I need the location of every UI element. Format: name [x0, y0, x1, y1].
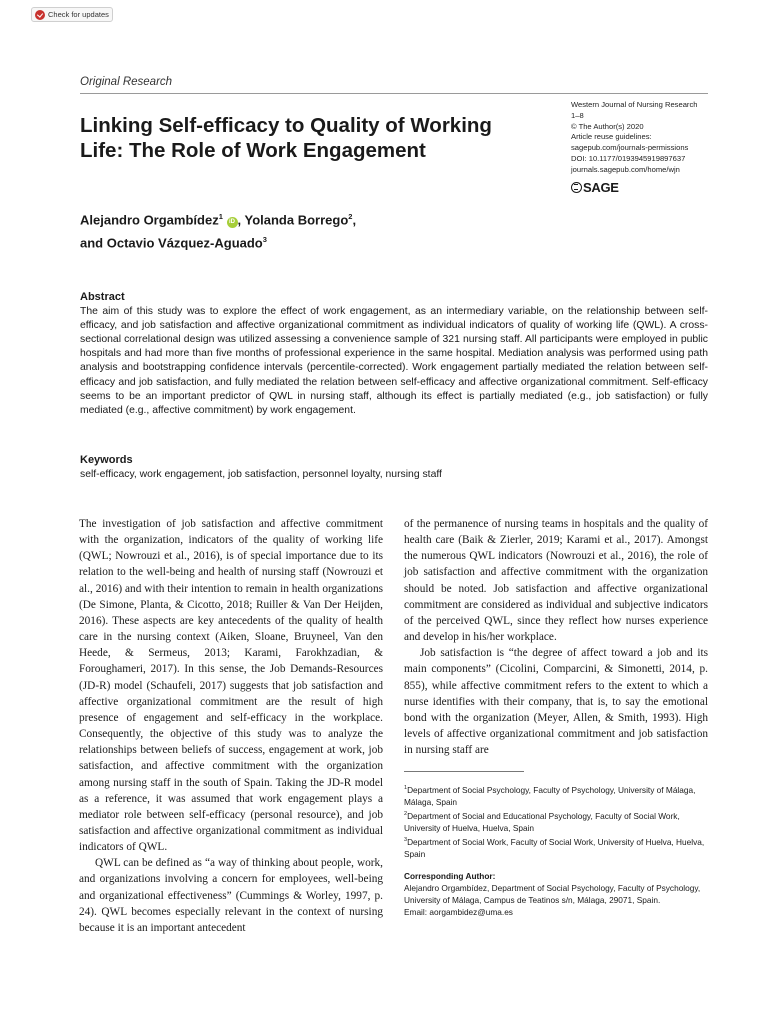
article-type-label: Original Research: [80, 76, 173, 88]
affiliation-sup: 1: [404, 785, 408, 791]
body-paragraph: of the permanence of nursing teams in hospitals and the quality of health care (Baik & Zierler, 2019; Karami et al., 2017). Amongst the numerous QWL indicators (Nowrouzi et al., 2016), the role of job satisfaction and affective commitment with the organization should be noted. Job satisfaction and affective organizational commitment are considered as individual and subjective indicators of the perceived QWL, since they reflect how nurses experience and develop in his/her workplace.: [404, 518, 708, 644]
affiliation-text: Department of Social and Educational Psychology, Faculty of Social Work, University of Huelva, Huelva, Spain: [404, 810, 680, 833]
corresponding-author-email[interactable]: Email: aorgambidez@uma.es: [404, 907, 513, 918]
body-paragraph: Job satisfaction is “the degree of affect toward a job and its main components” (Cicolini, Comparcini, & Simonetti, 2014, p. 855), while affective commitment refers to the extent to which a nurse identifies with their company, that is, to say the emotional bond with the organization (Meyer, Allen, & Smith, 1993). High levels of affective organizational commitment and job satisfaction in nursing staff are: [404, 647, 708, 757]
affiliation-text: Department of Social Psychology, Faculty of Psychology, University of Málaga, Málaga, Spain: [404, 784, 696, 807]
body-column-left: [79, 516, 383, 936]
affiliation-text: Department of Social Work, Faculty of Social Work, University of Huelva, Huelva, Spain: [404, 836, 705, 859]
abstract-section: [80, 290, 708, 418]
header-divider: [80, 93, 708, 94]
body-paragraph: The investigation of job satisfaction and affective commitment with the organization, indicators of the quality of working life (QWL; Nowrouzi et al., 2016), is of special importance due to its relation to the well-being and health of nursing staff (Nowrouzi et al., 2016) and with their intention to remain in health organizations (De Simone, Planta, & Cicotto, 2018; Ruiller & Van Der Heijden, 2016). These aspects are key antecedents of the quality of health care in the nursing context (Aiken, Sloane, Bruyneel, Van den Heede, & Sermeus, 2013; Karami, Farokhzadian, & Foroughameri, 2017). In this sense, the Job Demands-Resources (JD-R) model (Schaufeli, 2017) suggests that job satisfaction and affective organizational commitment are the result of high presence of engagement and self-efficacy in the workplace. Consequently, the objective of this study was to analyze the relationships between beliefs of success, engagement at work, job satisfaction, and affective commitment with the organization among nursing staff in the south of Spain. Taking the JD-R model as a reference, it was assumed that work engagement plays a mediator role between self-efficacy (personal resource), and job satisfaction and affective organizational commitment as individual indicators of QWL.: [79, 518, 383, 854]
affiliation-item: [404, 834, 710, 860]
author-affiliation-sup: 3: [262, 235, 267, 245]
permissions-link[interactable]: sagepub.com/journals-permissions: [571, 143, 689, 153]
corresponding-author-address: Alejandro Orgambídez, Department of Social Psychology, Faculty of Psychology, University of Málaga, Campus de Teatinos s/n, Málaga, 29071, Spain.: [404, 883, 701, 906]
author-affiliation-sup: 1: [218, 212, 223, 221]
sage-logo-text: SAGE: [583, 180, 619, 195]
check-updates-icon: [35, 10, 45, 20]
body-column-right: [404, 516, 708, 758]
journal-name: Western Journal of Nursing Research: [571, 100, 698, 109]
reuse-guidelines-label: Article reuse guidelines:: [571, 132, 652, 142]
author-affiliation-sup: 2: [348, 212, 353, 221]
affiliation-item: [404, 808, 710, 834]
page-range: 1–8: [571, 110, 584, 120]
footnote-divider: [404, 771, 524, 772]
author-name: and Octavio Vázquez-Aguado: [80, 235, 263, 251]
affiliation-item: [404, 782, 710, 808]
affiliation-sup: 2: [404, 810, 408, 817]
author-name: Alejandro Orgambídez: [80, 212, 219, 228]
body-paragraph: QWL can be defined as “a way of thinking about people, work, and organizations involving a concern for employees, well-being and organizational effectiveness” (Cummings & Worley, 1997, p. 24). QWL becomes especially relevant in the context of nursing because it is an important antecedent: [79, 857, 383, 934]
sage-logo-icon: [571, 182, 582, 193]
keywords-text: self-efficacy, work engagement, job satisfaction, personnel loyalty, nursing staff: [80, 469, 442, 480]
author-list: Alejandro Orgambídez$^1$ iD , Yolanda Borrego$^2$, and Octavio Vázquez-Aguado$^3$: [80, 212, 357, 251]
keywords-heading: Keywords: [80, 454, 133, 466]
journal-homepage-link[interactable]: journals.sagepub.com/home/wjn: [571, 164, 680, 174]
article-title: Linking Self-efficacy to Quality of Working Life: The Role of Work Engagement: [80, 114, 492, 162]
affiliations: [404, 782, 710, 860]
keywords-section: [80, 453, 708, 482]
copyright: © The Author(s) 2020: [571, 121, 644, 131]
affiliation-sup: 3: [404, 836, 408, 843]
corresponding-author-heading: Corresponding Author:: [404, 871, 496, 881]
check-for-updates-label: Check for updates: [48, 10, 109, 19]
sage-logo: [571, 180, 619, 195]
abstract-heading: Abstract: [80, 291, 125, 303]
corresponding-author: [404, 870, 710, 918]
author-name: Yolanda Borrego: [244, 212, 349, 228]
doi[interactable]: DOI: 10.1177/0193945919897637: [571, 153, 686, 163]
check-for-updates-button[interactable]: [31, 7, 113, 22]
orcid-icon[interactable]: iD: [227, 217, 238, 228]
journal-info: [571, 100, 721, 176]
abstract-text: The aim of this study was to explore the effect of work engagement, as an intermediary variable, on the relationship between self-efficacy, and job satisfaction and affective organizational commitment as individual indicators of quality of working life (QWL). A cross-sectional correlational design was utilized assessing a convenience sample of 321 nursing staff. All participants were employed in public hospitals and had more than five months of professional experience in the same hospital. Mediation analysis was performed using path analysis and bootstrapping confidence intervals (percentile-corrected). Work engagement partially mediated the relation between self-efficacy and job satisfaction, and fully mediated the relation between self-efficacy and affective organizational commitment. Self-efficacy seems to be an important predictor of QWL in nursing staff, although its effect is partially mediated (e.g., job satisfaction) or fully mediated (e.g., affective commitment) by work engagement.: [80, 306, 708, 416]
